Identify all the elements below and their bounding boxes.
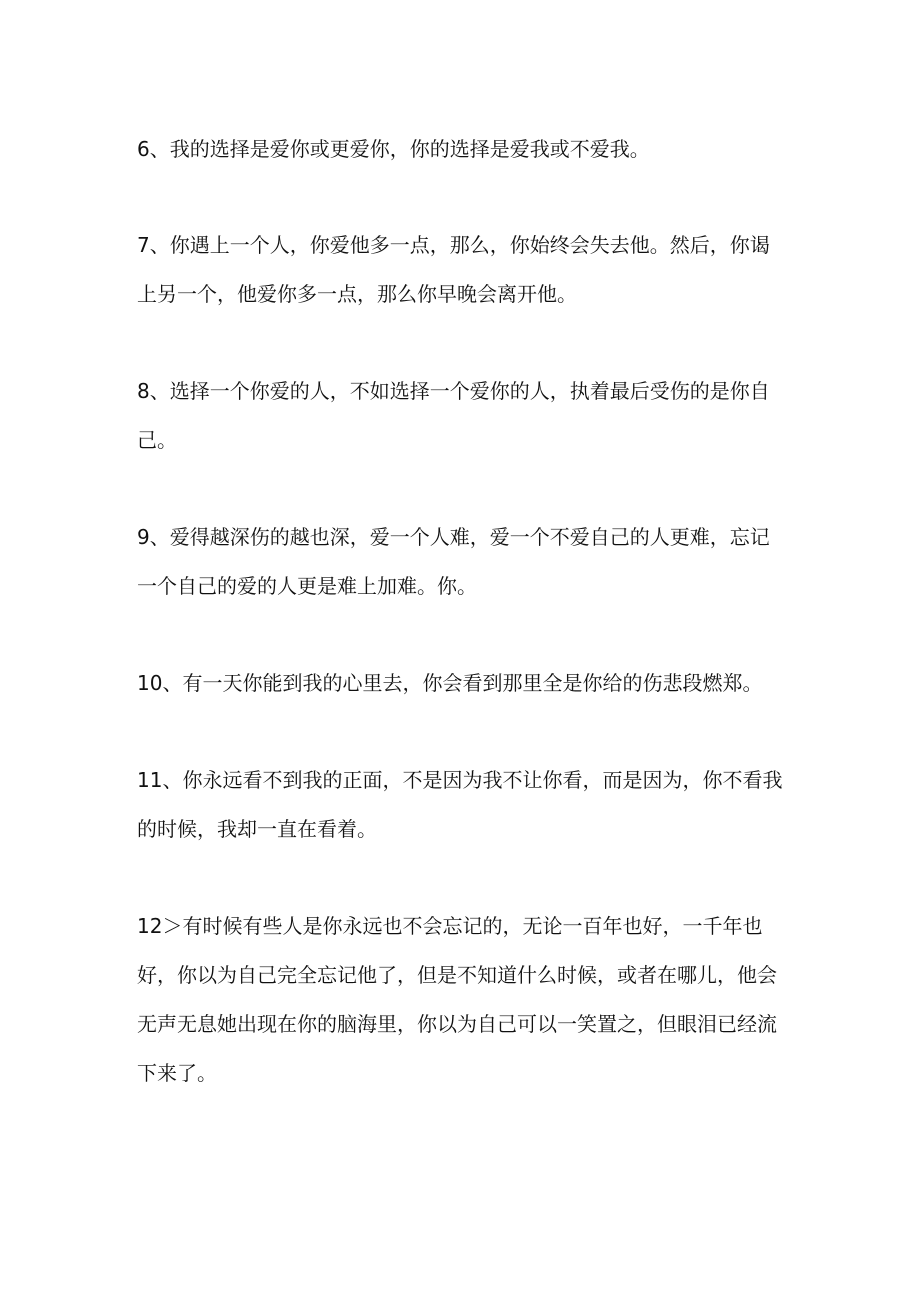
- paragraph-8: 8、选择一个你爱的人，不如选择一个爱你的人，执着最后受伤的是你自己。: [137, 379, 770, 452]
- paragraph-10: 10、有一天你能到我的心里去，你会看到那里全是你给的伤悲段燃郑。: [137, 671, 763, 695]
- paragraph-6: 6、我的选择是爱你或更爱你，你的选择是爱我或不爱我。: [137, 137, 650, 161]
- paragraph-11: 11、你永远看不到我的正面，不是因为我不让你看，而是因为，你不看我的时候，我却一直在看着。: [137, 768, 783, 841]
- paragraph-12: 12＞有时候有些人是你永远也不会忘记的，无论一百年也好，一千年也好，你以为自己完全忘记他了，但是不知道什么时候，或者在哪儿，他会无声无息她出现在你的脑海里，你以为自己可以一笑置之，但眼泪已经流下来了。: [137, 914, 777, 1085]
- paragraph-9: 9、爱得越深伤的越也深，爱一个人难，爱一个不爱自己的人更难，忘记一个自己的爱的人更是难上加难。你。: [137, 525, 770, 598]
- paragraph-7: 7、你遇上一个人，你爱他多一点，那么，你始终会失去他。然后，你谒上另一个，他爱你多一点，那么你早晚会离开他。: [137, 233, 770, 306]
